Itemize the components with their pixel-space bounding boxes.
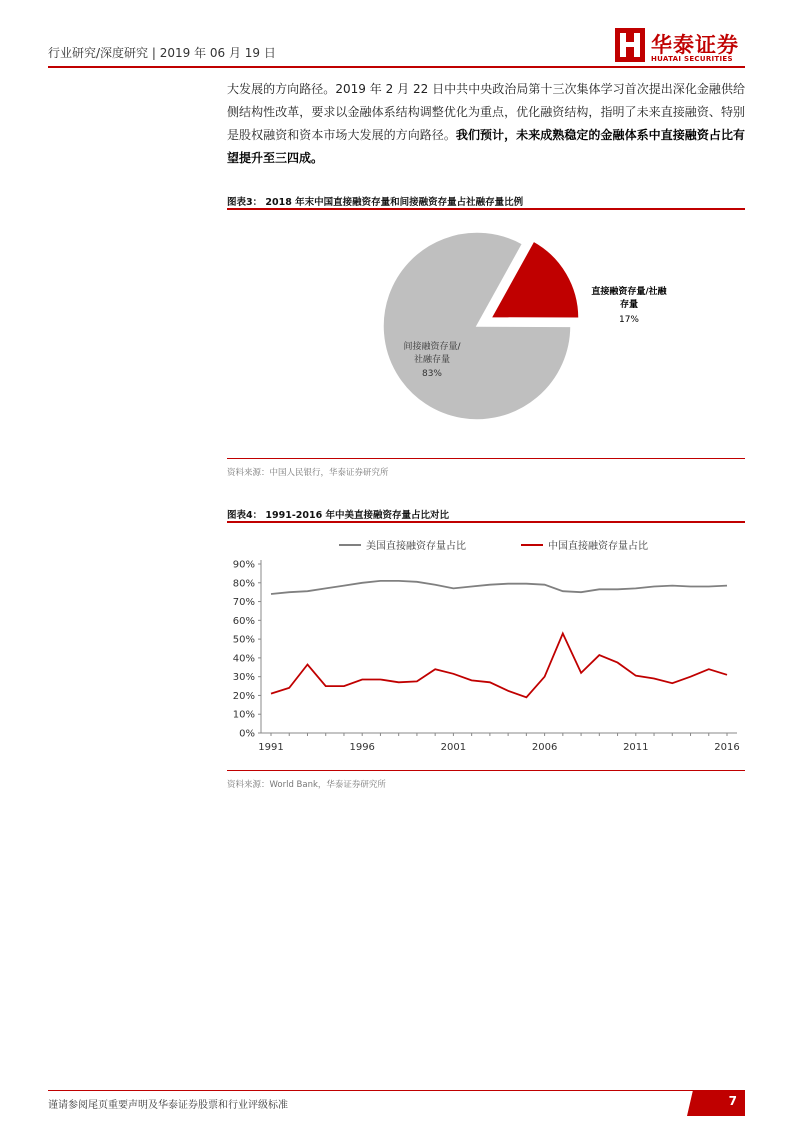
series-line-us: [271, 581, 727, 594]
y-tick-label: 0%: [239, 728, 255, 740]
x-tick-label: 2016: [714, 742, 740, 753]
logo-english-text: HUATAI SECURITIES: [651, 55, 733, 63]
pie-label-direct-line2: 存量: [619, 300, 639, 310]
pie-label-direct-line1: 直接融资存量/社融: [591, 287, 667, 297]
figure3-bottom-rule: [227, 458, 745, 459]
footer-divider: [48, 1090, 745, 1091]
y-tick-label: 30%: [232, 672, 255, 684]
header-divider: [48, 66, 745, 68]
page-number: 7: [728, 1094, 737, 1108]
y-tick-label: 70%: [232, 597, 255, 609]
body-text-normal: 大发展的方向路径。2019 年 2 月 22 日中共中央政治局第十三次集体学习首次提出深化金融供给侧结构性改革，要求以金融体系结构调整优化为重点，优化融资结构，指明了未来直接融资、特别是股权融资和资本市场大发展的方向路径。: [227, 82, 745, 142]
x-tick-label: 2001: [440, 742, 467, 753]
y-tick-label: 10%: [232, 709, 255, 721]
y-tick-label: 20%: [232, 690, 255, 702]
body-paragraph: [227, 78, 745, 170]
legend-label-china: 中国直接融资存量占比: [548, 541, 648, 552]
figure4-bottom-rule: [227, 770, 745, 771]
x-axis: [258, 733, 739, 753]
y-tick-label: 60%: [232, 615, 255, 627]
figure4-line-chart: [227, 528, 745, 760]
series-line-china: [271, 634, 727, 698]
figure3-title: 图表3： 2018 年末中国直接融资存量和间接融资存量占社融存量比例: [227, 197, 524, 208]
x-tick-label: 1991: [258, 742, 284, 753]
y-axis: [233, 560, 261, 740]
figure4-title: 图表4： 1991-2016 年中美直接融资存量占比对比: [227, 510, 450, 521]
company-logo: [615, 28, 745, 66]
figure4-top-rule: [227, 521, 745, 523]
y-tick-label: 50%: [232, 634, 255, 646]
pie-value-indirect: 83%: [421, 369, 443, 379]
x-tick-label: 2011: [623, 742, 649, 753]
huatai-logo-icon: [615, 28, 645, 62]
figure4-source: 资料来源：World Bank，华泰证券研究所: [227, 780, 386, 790]
page-header: [48, 0, 745, 70]
chart-series: [271, 581, 727, 697]
x-tick-label: 2006: [531, 742, 558, 753]
figure3-top-rule: [227, 208, 745, 210]
x-tick-label: 1996: [349, 742, 375, 753]
legend-label-us: 美国直接融资存量占比: [366, 541, 466, 552]
body-text-bold: 我们预计，未来成熟稳定的金融体系中直接融资占比有望提升至三四成。: [227, 128, 745, 165]
y-tick-label: 80%: [232, 578, 255, 590]
pie-value-direct: 17%: [618, 315, 640, 325]
pie-label-indirect-line1: 间接融资存量/: [403, 342, 461, 352]
report-category-date: 行业研究/深度研究 | 2019 年 06 月 19 日: [48, 46, 276, 60]
y-tick-label: 90%: [232, 559, 255, 571]
pie-label-indirect-line2: 社融存量: [413, 355, 451, 365]
figure3-pie-chart: [227, 212, 745, 452]
chart-legend: [339, 539, 648, 552]
figure3-source: 资料来源：中国人民银行，华泰证券研究所: [227, 468, 389, 478]
logo-chinese-text: 华泰证券: [651, 33, 739, 57]
footer-disclaimer: 谨请参阅尾页重要声明及华泰证券股票和行业评级标准: [48, 1100, 288, 1111]
y-tick-label: 40%: [232, 653, 255, 665]
